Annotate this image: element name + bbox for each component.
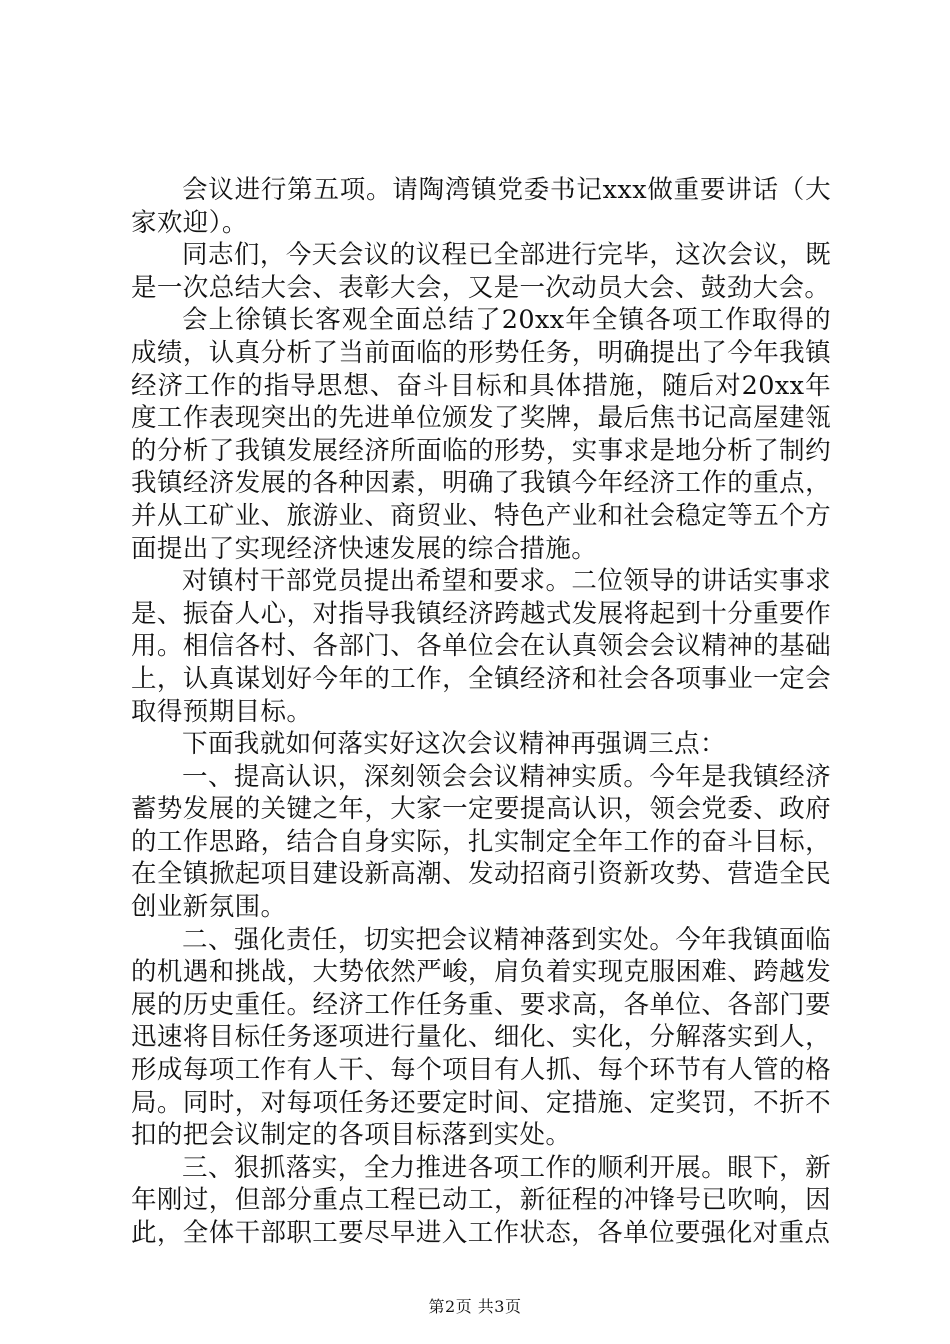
- paragraph-7: 二、强化责任，切实把会议精神落到实处。今年我镇面临的机遇和挑战，大势依然严峻，肩负着实现克服困难、跨越发展的历史重任。经济工作任务重、要求高，各单位、各部门要迅速将目标任务逐项进行量化、细化、实化，分解落实到人，形成每项工作有人干、每个项目有人抓、每个环节有人管的格局。同时，对每项任务还要定时间、定措施、定奖罚，不折不扣的把会议制定的各项目标落到实处。: [131, 924, 831, 1151]
- document-body: [131, 174, 831, 1250]
- paragraph-8: 三、狠抓落实，全力推进各项工作的顺利开展。眼下，新年刚过，但部分重点工程已动工，新征程的冲锋号已吹响，因此，全体干部职工要尽早进入工作状态，各单位要强化对重点: [131, 1152, 831, 1248]
- paragraph-2: 同志们，今天会议的议程已全部进行完毕，这次会议，既是一次总结大会、表彰大会，又是一次动员大会、鼓劲大会。: [131, 240, 831, 303]
- paragraph-5: 下面我就如何落实好这次会议精神再强调三点：: [182, 729, 726, 760]
- paragraph-1: 会议进行第五项。请陶湾镇党委书记xxx做重要讲话（大家欢迎）。: [131, 175, 831, 238]
- paragraph-4: 对镇村干部党员提出希望和要求。二位领导的讲话实事求是、振奋人心，对指导我镇经济跨越式发展将起到十分重要作用。相信各村、各部门、各单位会在认真领会会议精神的基础上，认真谋划好今年的工作，全镇经济和社会各项事业一定会取得预期目标。: [131, 566, 831, 727]
- paragraph-6: 一、提高认识，深刻领会会议精神实质。今年是我镇经济蓄势发展的关键之年，大家一定要提高认识，领会党委、政府的工作思路，结合自身实际，扎实制定全年工作的奋斗目标，在全镇掀起项目建设新高潮、发动招商引资新攻势、营造全民创业新氛围。: [131, 761, 831, 923]
- paragraph-3: 会上徐镇长客观全面总结了20xx年全镇各项工作取得的成绩，认真分析了当前面临的形势任务，明确提出了今年我镇经济工作的指导思想、奋斗目标和具体措施，随后对20xx年度工作表现突出的先进单位颁发了奖牌，最后焦书记高屋建瓴的分析了我镇发展经济所面临的形势，实事求是地分析了制约我镇经济发展的各种因素，明确了我镇今年经济工作的重点，并从工矿业、旅游业、商贸业、特色产业和社会稳定等五个方面提出了实现经济快速发展的综合措施。: [131, 305, 831, 564]
- page-number-footer: 第2页 共3页: [428, 1297, 522, 1316]
